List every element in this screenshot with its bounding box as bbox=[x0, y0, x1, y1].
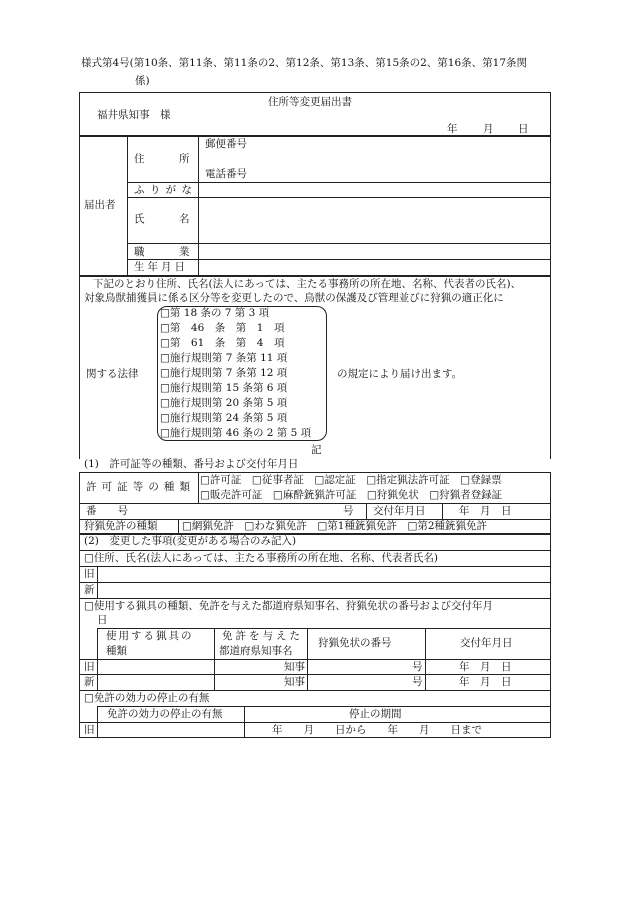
form-number-header-cont: 係) bbox=[135, 75, 150, 87]
suspension-period-value: 年 月 日から 年 月 日まで bbox=[272, 724, 482, 736]
issue-date-value: 年 月 日 bbox=[459, 505, 512, 517]
phone-number-label: 電話番号 bbox=[205, 168, 247, 180]
number-suffix-new: 号 bbox=[412, 676, 423, 688]
hunting-license-type-options[interactable]: □網猟免許 □わな猟免許 □第1種銃猟免許 □第2種銃猟免許 bbox=[182, 520, 488, 532]
suspension-col-header: 免許の効力の停止の有無 bbox=[107, 708, 223, 720]
name-label-b: 名 bbox=[179, 213, 190, 225]
date-month-label: 月 bbox=[483, 123, 494, 135]
tool-change-check-cont: 日 bbox=[97, 614, 108, 626]
postal-code-label: 郵便番号 bbox=[205, 138, 247, 150]
law-option[interactable]: □第 46 条 第 1 項 bbox=[160, 322, 285, 334]
ki-mark: 記 bbox=[311, 444, 322, 456]
date-day-label: 日 bbox=[518, 123, 529, 135]
col-tool-type-a: 使用する猟具の bbox=[106, 630, 194, 642]
address-change-check[interactable]: □住所、氏名(法人にあっては、主たる事務所の所在地、名称、代表者氏名) bbox=[84, 552, 439, 564]
law-option[interactable]: □施行規則第 15 条第 6 項 bbox=[160, 382, 288, 394]
occupation-label-b: 業 bbox=[179, 246, 190, 258]
law-option[interactable]: □第 61 条 第 4 項 bbox=[160, 337, 285, 349]
governor-suffix-old: 知事 bbox=[284, 661, 305, 673]
date-year-label: 年 bbox=[447, 123, 458, 135]
number-suffix-old: 号 bbox=[412, 661, 423, 673]
form-number-header: 様式第4号(第10条、第11条、第11条の2、第12条、第13条、第15条の2、第16条、第17条関 bbox=[81, 57, 528, 69]
issue-date-new: 年 月 日 bbox=[459, 676, 512, 688]
statement-line-2: 対象鳥獣捕獲員に係る区分等を変更したので、鳥獣の保護及び管理並びに狩猟の適正化に bbox=[84, 292, 504, 304]
new-address-label: 新 bbox=[84, 584, 95, 596]
law-option[interactable]: □施行規則第 46 条の 2 第 5 項 bbox=[160, 427, 312, 439]
addressee: 福井県知事 様 bbox=[97, 109, 171, 121]
suspension-check[interactable]: □免許の効力の停止の有無 bbox=[84, 692, 210, 704]
section2-title: (2) 変更した事項(変更がある場合のみ記入) bbox=[84, 535, 297, 547]
number-suffix: 号 bbox=[343, 505, 354, 517]
suspension-old-label: 旧 bbox=[84, 724, 95, 736]
occupation-label-a: 職 bbox=[134, 246, 145, 258]
suspension-period-header: 停止の期間 bbox=[349, 708, 402, 720]
law-option[interactable]: □施行規則第 24 条第 5 項 bbox=[160, 412, 288, 424]
old-address-label: 旧 bbox=[84, 568, 95, 580]
birthdate-label: 生年月日 bbox=[134, 261, 188, 273]
hunting-license-type-label: 狩猟免許の種類 bbox=[84, 520, 158, 532]
col-governor-a: 免許を与えた bbox=[222, 630, 303, 642]
law-option[interactable]: □施行規則第 7 条第 12 項 bbox=[160, 367, 288, 379]
col-issue-date: 交付年月日 bbox=[460, 637, 513, 649]
license-type-options-row1[interactable]: □許可証 □従事者証 □認定証 □指定猟法許可証 □登録票 bbox=[200, 474, 502, 486]
law-label: 関する法律 bbox=[86, 368, 139, 380]
col-license-number: 狩猟免状の番号 bbox=[318, 637, 392, 649]
col-tool-type-b: 種類 bbox=[106, 645, 127, 657]
applicant-label: 届出者 bbox=[84, 199, 116, 211]
law-option[interactable]: □第 18 条の 7 第 3 項 bbox=[160, 307, 270, 319]
law-option[interactable]: □施行規則第 20 条第 5 項 bbox=[160, 397, 288, 409]
law-option[interactable]: □施行規則第 7 条第 11 項 bbox=[160, 352, 288, 364]
name-label-a: 氏 bbox=[134, 213, 145, 225]
issue-date-old: 年 月 日 bbox=[459, 661, 512, 673]
law-suffix: の規定により届け出ます。 bbox=[337, 368, 463, 380]
statement-line-1: 下記のとおり住所、氏名(法人にあっては、主たる事務所の所在地、名称、代表者の氏名)、 bbox=[93, 278, 522, 290]
number-label: 番 号 bbox=[86, 505, 128, 517]
furigana-label: ふ り が な bbox=[134, 184, 192, 196]
section1-title: (1) 許可証等の種類、番号および交付年月日 bbox=[84, 458, 299, 470]
new-tool-label: 新 bbox=[84, 676, 95, 688]
applicant-block bbox=[79, 136, 551, 276]
issue-date-label: 交付年月日 bbox=[373, 505, 426, 517]
form-title: 住所等変更届出書 bbox=[268, 96, 352, 108]
license-type-options-row2[interactable]: □販売許可証 □麻酔銃猟許可証 □狩猟免状 □狩猟者登録証 bbox=[200, 489, 503, 501]
address-label-b: 所 bbox=[179, 153, 190, 165]
old-tool-label: 旧 bbox=[84, 661, 95, 673]
address-label-a: 住 bbox=[134, 153, 145, 165]
governor-suffix-new: 知事 bbox=[284, 676, 305, 688]
license-type-label: 許 可 証 等 の 種 類 bbox=[86, 481, 190, 493]
col-governor-b: 都道府県知事名 bbox=[219, 645, 293, 657]
tool-change-check[interactable]: □使用する猟具の種類、免許を与えた都道府県知事名、狩猟免状の番号および交付年月 bbox=[84, 600, 493, 612]
